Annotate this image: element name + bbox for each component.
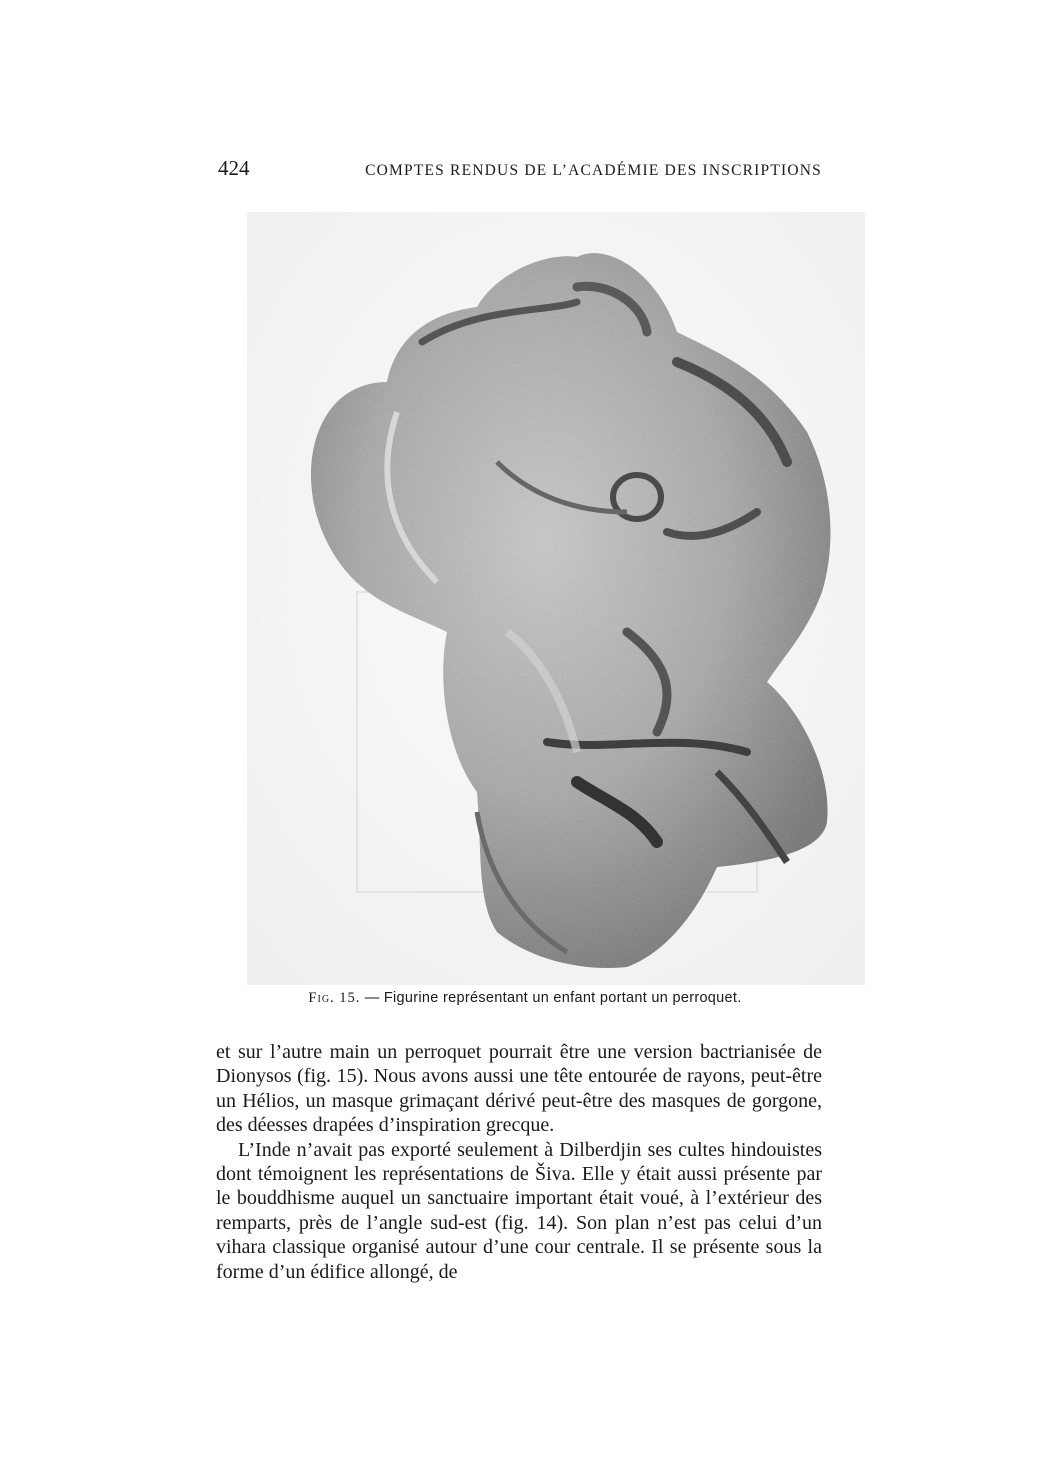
- running-header: [218, 156, 822, 188]
- figure-caption: [220, 990, 830, 1007]
- figurine-photograph: [247, 212, 865, 985]
- page-number: 424: [218, 156, 250, 180]
- figure-label: Fig. 15.: [308, 990, 361, 1006]
- figure-caption-text: — Figurine représentant un enfant portant un perroquet.: [360, 990, 742, 1006]
- body-text: [216, 1040, 822, 1284]
- running-head: COMPTES RENDUS DE L’ACADÉMIE DES INSCRIPTIONS: [365, 162, 822, 179]
- paragraph: et sur l’autre main un perroquet pourrait être une version bactrianisée de Dionysos (fig. 15). Nous avons aussi une tête entourée de rayons, peut-être un Hélios, un masque grimaçant dérivé peut-être des masques de gorgone, des déesses drapées d’inspiration grecque.: [216, 1041, 822, 1137]
- paragraph: L’Inde n’avait pas exporté seulement à Dilberdjin ses cultes hindouistes dont témoignent les représentations de Šiva. Elle y était aussi présente par le bouddhisme auquel un sanctuaire important était voué, à l’extérieur des remparts, près de l’angle sud-est (fig. 14). Son plan n’est pas celui d’un vihara classique organisé autour d’une cour centrale. Il se présente sous la forme d’un édifice allongé, de: [216, 1138, 822, 1283]
